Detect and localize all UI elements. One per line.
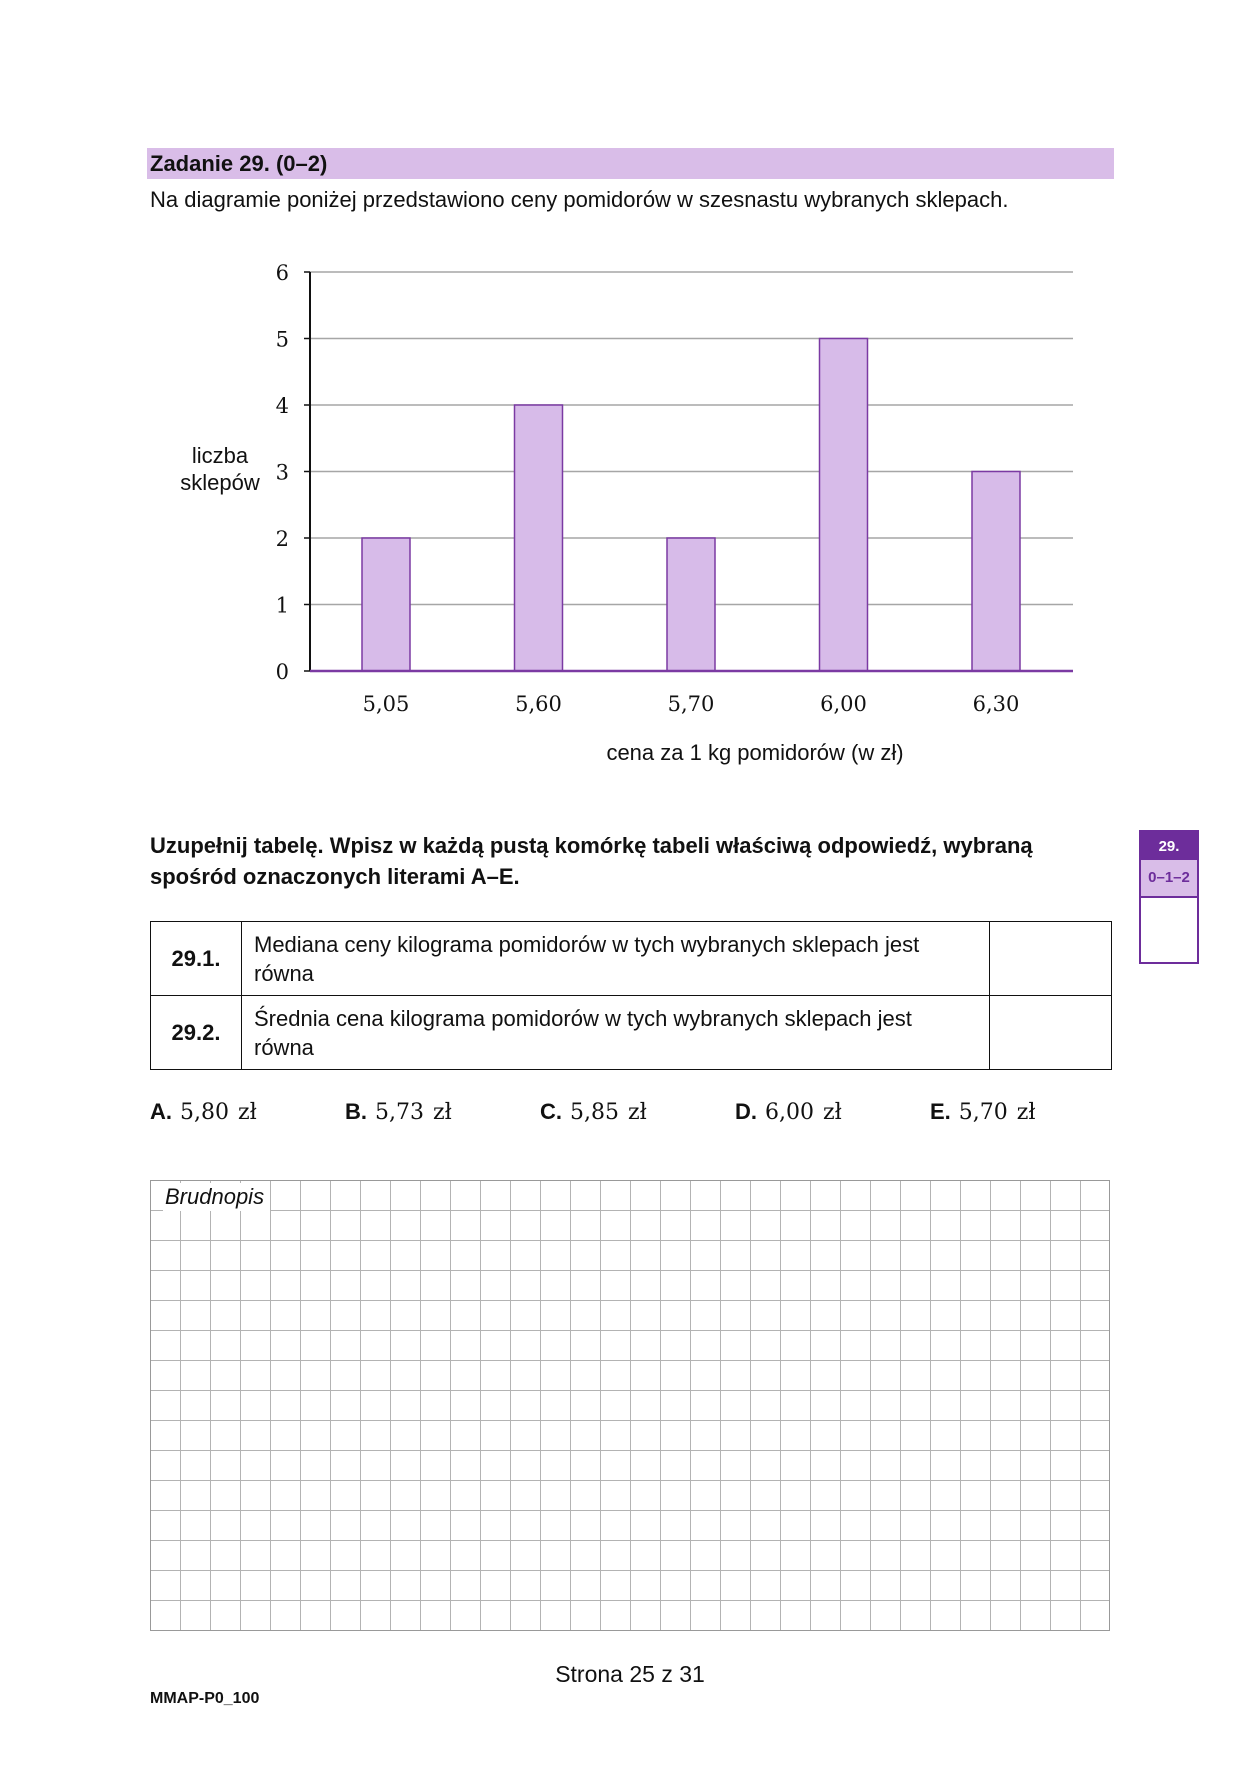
option-d <box>735 1099 842 1125</box>
option-b <box>345 1099 452 1125</box>
option-e <box>930 1099 1036 1125</box>
row-number: 29.1. <box>151 922 242 996</box>
score-task-number: 29. <box>1139 830 1199 860</box>
option-letter: B. <box>345 1099 367 1124</box>
option-unit: zł <box>237 1100 257 1125</box>
y-axis-label: liczba <box>191 443 249 468</box>
x-tick-label: 5,05 <box>362 692 410 716</box>
bar <box>972 472 1020 672</box>
answer-cell[interactable] <box>990 922 1112 996</box>
option-value: 5,85 <box>570 1100 619 1125</box>
row-text: Mediana ceny kilograma pomidorów w tych wybranych sklepach jest równa <box>242 922 990 996</box>
table-row <box>151 922 1112 996</box>
option-value: 5,73 <box>375 1100 424 1125</box>
score-box <box>1139 830 1199 964</box>
score-points: 0–1–2 <box>1139 860 1199 898</box>
option-unit: zł <box>822 1100 842 1125</box>
table-row <box>151 996 1112 1070</box>
y-axis-label: sklepów <box>180 470 260 495</box>
answer-table <box>150 921 1112 1070</box>
option-unit: zł <box>627 1100 647 1125</box>
y-tick-label: 3 <box>275 460 289 485</box>
bar <box>667 538 715 671</box>
row-number: 29.2. <box>151 996 242 1070</box>
task-title: Zadanie 29. (0–2) <box>147 148 1114 179</box>
x-tick-label: 5,60 <box>515 692 562 716</box>
y-tick-label: 6 <box>275 261 289 285</box>
x-tick-label: 6,30 <box>972 692 1020 716</box>
option-value: 5,70 <box>958 1100 1008 1125</box>
option-unit: zł <box>1016 1100 1036 1125</box>
draft-grid[interactable] <box>150 1180 1110 1631</box>
x-tick-label: 5,70 <box>667 692 715 716</box>
task-intro: Na diagramie poniżej przedstawiono ceny pomidorów w szesnastu wybranych sklepach. <box>150 187 1009 212</box>
y-tick-label: 5 <box>275 327 289 352</box>
answer-cell[interactable] <box>990 996 1112 1070</box>
x-tick-label: 6,00 <box>820 692 867 716</box>
bar-chart <box>140 250 1100 770</box>
page-number: Strona 25 z 31 <box>555 1661 705 1687</box>
option-value: 5,80 <box>180 1100 229 1125</box>
option-unit: zł <box>432 1100 452 1125</box>
bar <box>820 339 868 672</box>
y-tick-label: 0 <box>275 660 289 684</box>
option-letter: A. <box>150 1099 172 1124</box>
y-tick-label: 1 <box>275 593 289 618</box>
score-field[interactable] <box>1139 898 1199 964</box>
draft-label: Brudnopis <box>163 1183 270 1211</box>
option-c <box>540 1099 647 1125</box>
option-letter: C. <box>540 1099 562 1124</box>
option-letter: D. <box>735 1099 757 1124</box>
option-value: 6,00 <box>765 1100 814 1125</box>
option-letter: E. <box>930 1099 951 1124</box>
row-text: Średnia cena kilograma pomidorów w tych wybranych sklepach jest równa <box>242 996 990 1070</box>
answer-options <box>150 1099 1120 1133</box>
option-a <box>150 1099 257 1125</box>
bar <box>362 538 410 671</box>
x-axis-label: cena za 1 kg pomidorów (w zł) <box>606 740 904 765</box>
exam-code: MMAP-P0_100 <box>150 1690 260 1707</box>
bar <box>515 405 563 671</box>
instructions: Uzupełnij tabelę. Wpisz w każdą pustą komórkę tabeli właściwą odpowiedź, wybraną spośród oznaczonych literami A–E. <box>150 833 1033 889</box>
y-tick-label: 4 <box>275 394 289 418</box>
y-tick-label: 2 <box>275 527 289 551</box>
